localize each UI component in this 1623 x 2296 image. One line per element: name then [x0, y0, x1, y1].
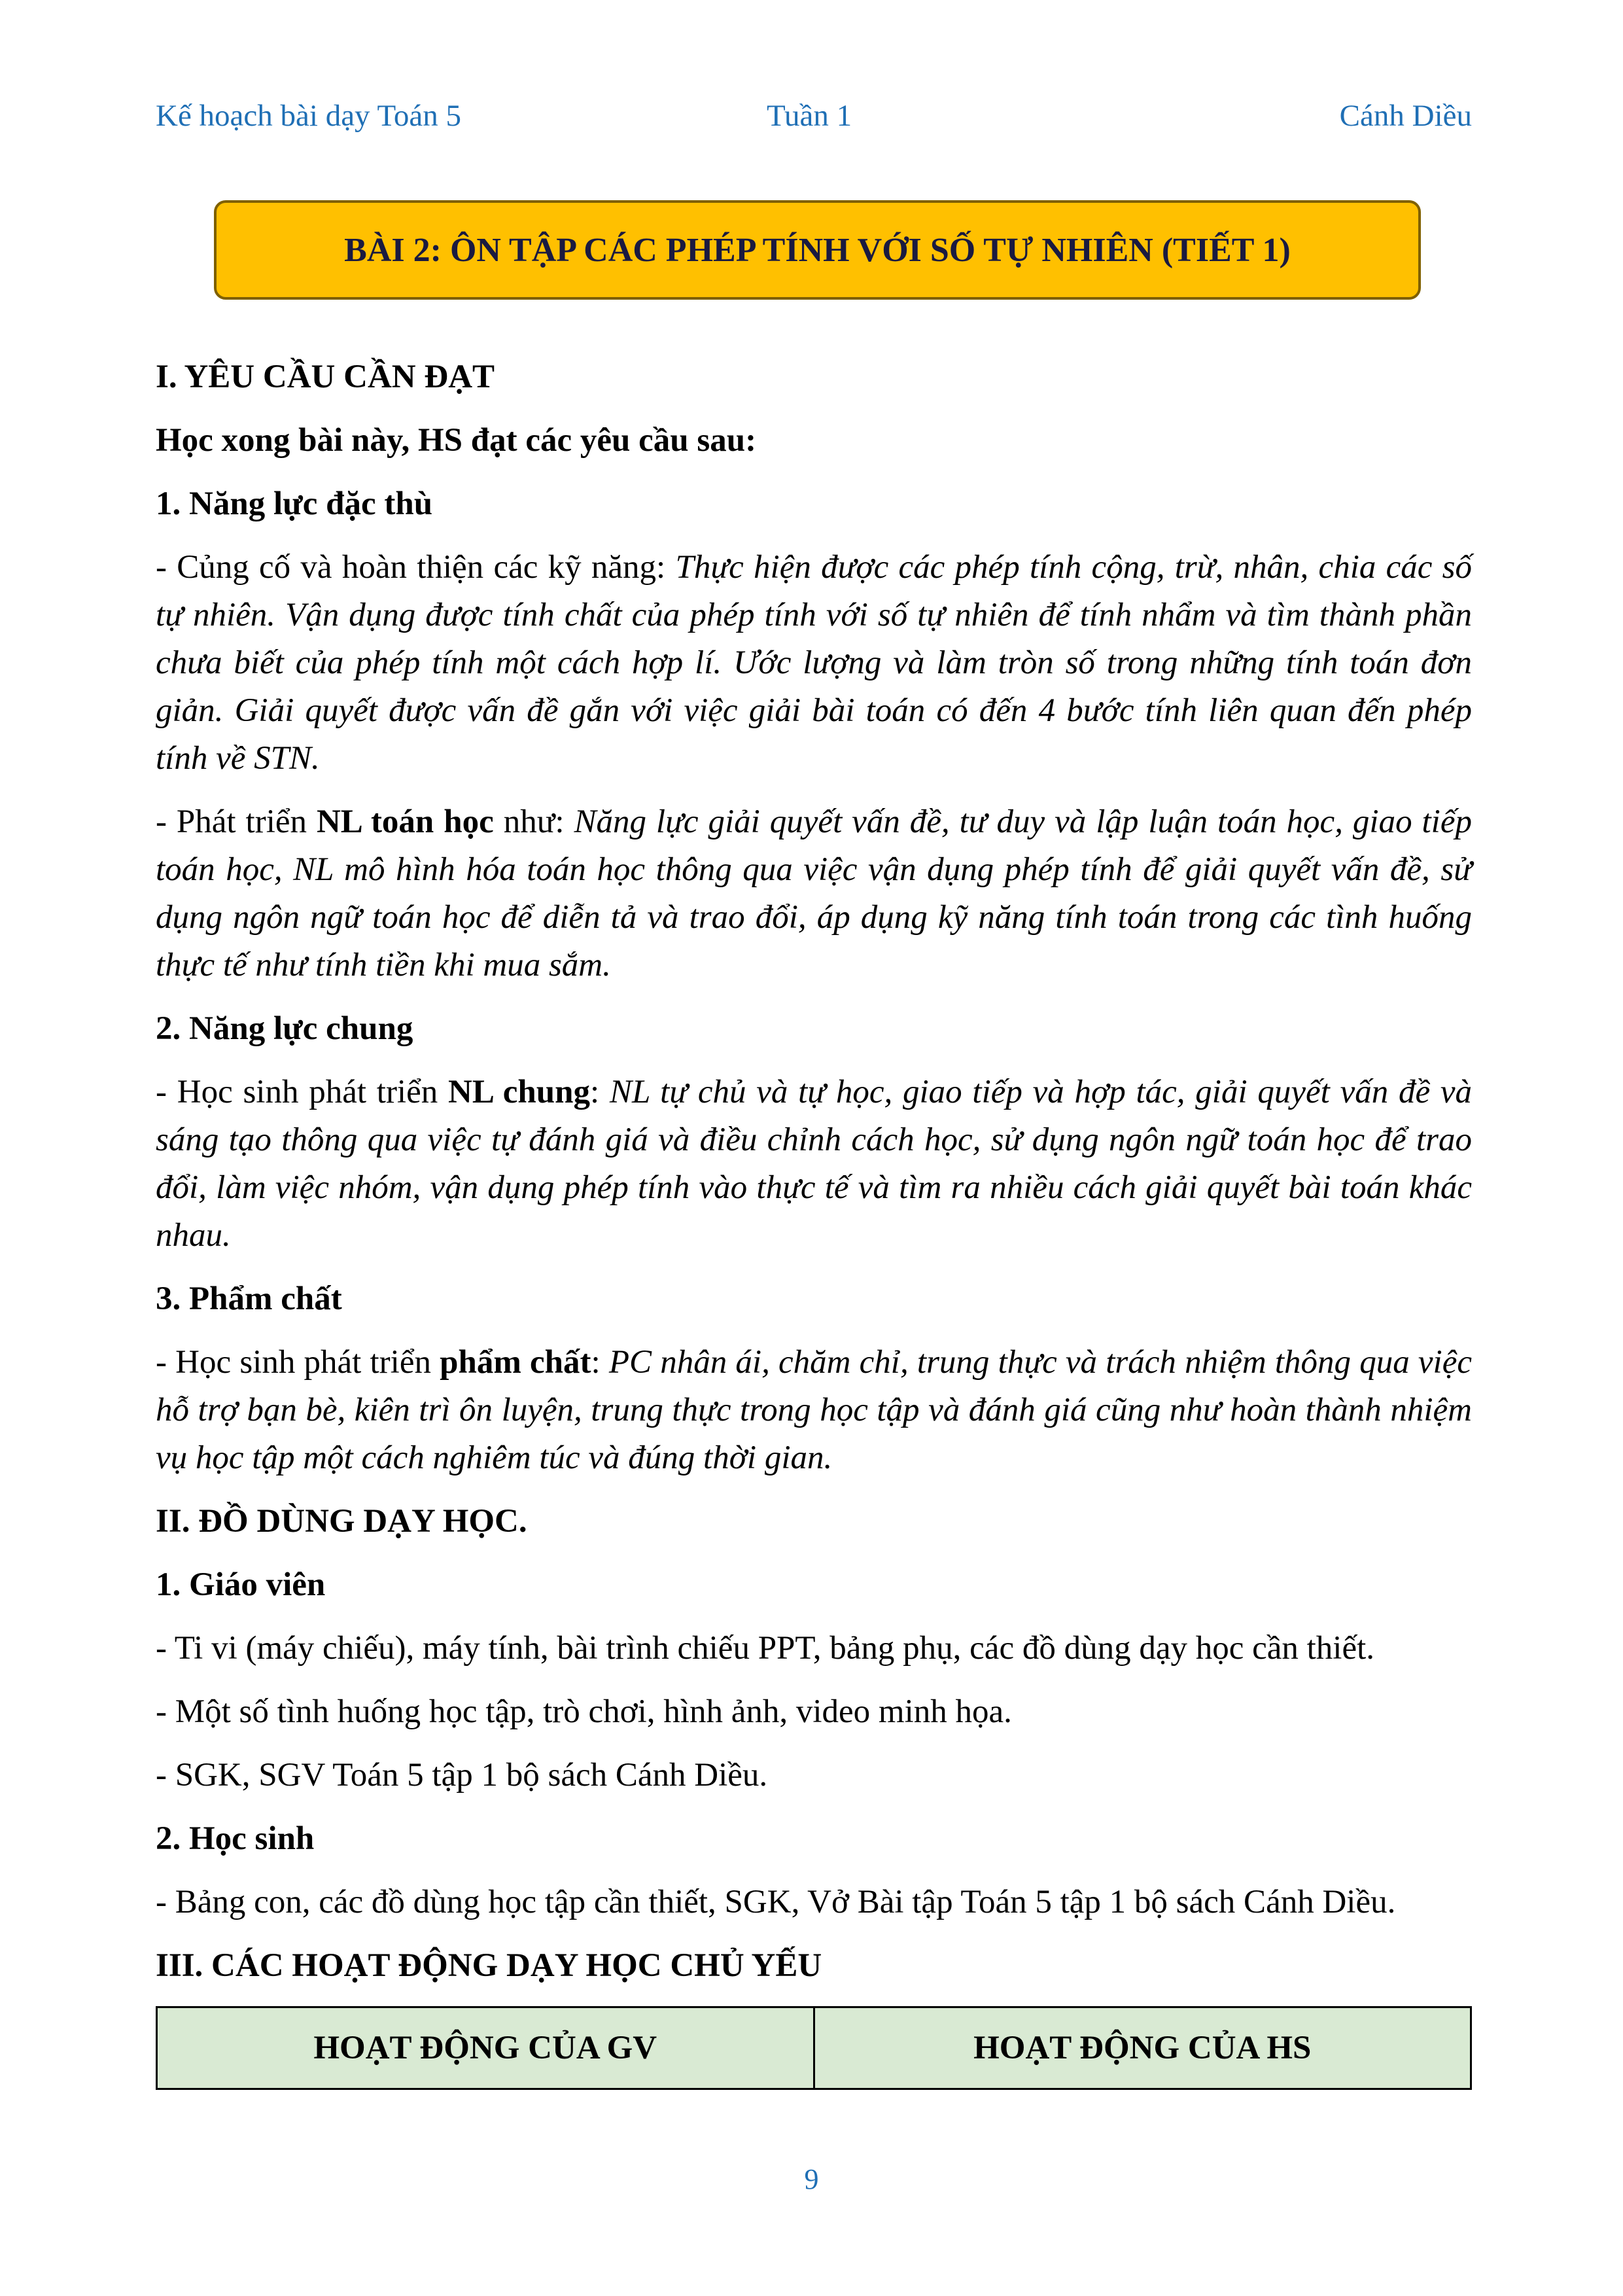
- p1-lead: - Củng cố và hoàn thiện các kỹ năng:: [156, 549, 676, 586]
- p4-bold: phẩm chất: [440, 1344, 591, 1381]
- sub3-heading: 3. Phẩm chất: [156, 1280, 342, 1317]
- lesson-title: BÀI 2: ÔN TẬP CÁC PHÉP TÍNH VỚI SỐ TỰ NHIÊN (TIẾT 1): [344, 231, 1291, 269]
- teacher-heading: 1. Giáo viên: [156, 1566, 326, 1603]
- p3-bold: NL chung: [447, 1074, 590, 1110]
- teacher-item: - Ti vi (máy chiếu), máy tính, bài trình chiếu PPT, bảng phụ, các đồ dùng dạy học cần thiết.: [156, 1630, 1375, 1667]
- p4-lead: - Học sinh phát triển: [156, 1344, 440, 1381]
- section1-heading: I. YÊU CẦU CẦN ĐẠT: [156, 359, 495, 395]
- paragraph-skills: [156, 544, 1472, 783]
- sub1-heading: 1. Năng lực đặc thù: [156, 486, 433, 522]
- section3-heading: III. CÁC HOẠT ĐỘNG DẠY HỌC CHỦ YẾU: [156, 1947, 822, 1984]
- table-header-teacher: HOẠT ĐỘNG CỦA GV: [157, 2007, 814, 2089]
- teacher-item: - Một số tình huống học tập, trò chơi, hình ảnh, video minh họa.: [156, 1693, 1012, 1730]
- activities-table: [156, 2006, 1472, 2090]
- page-header: [0, 98, 1623, 144]
- p2-italic: Năng lực giải quyết vấn đề, tư duy và lập luận toán học, giao tiếp toán học, NL mô hình hóa toán học thông qua việc vận dụng phép tính để giải quyết vấn đề, sử dụng ngôn ngữ toán học để diễn tả và trao đổi, áp dụng kỹ năng tính toán trong các tình huống thực tế như tính tiền khi mua sắm.: [156, 804, 1472, 983]
- header-center: Tuần 1: [767, 99, 852, 133]
- table-header-row: [157, 2007, 1471, 2089]
- section2-heading: II. ĐỒ DÙNG DẠY HỌC.: [156, 1503, 527, 1540]
- teacher-item: - SGK, SGV Toán 5 tập 1 bộ sách Cánh Diều.: [156, 1757, 768, 1793]
- paragraph-qualities: [156, 1339, 1472, 1482]
- p3-italic: NL tự chủ và tự học, giao tiếp và hợp tác, giải quyết vấn đề và sáng tạo thông qua việc tự đánh giá và điều chỉnh cách học, sử dụng ngôn ngữ toán học để trao đổi, làm việc nhóm, vận dụng phép tính vào thực tế và tìm ra nhiều cách giải quyết bài toán khác nhau.: [156, 1074, 1472, 1254]
- p3-lead: - Học sinh phát triển: [156, 1074, 448, 1110]
- p1-italic: Thực hiện được các phép tính cộng, trừ, nhân, chia các số tự nhiên. Vận dụng được tính chất của phép tính với số tự nhiên để tính nhẩm và tìm thành phần chưa biết của phép tính một cách hợp lí. Ước lượng và làm tròn số trong những tính toán đơn giản. Giải quyết được vấn đề gắn với việc giải bài toán có đến 4 bước tính liên quan đến phép tính về STN.: [156, 549, 1472, 777]
- lesson-title-box: [214, 200, 1421, 300]
- student-item: - Bảng con, các đồ dùng học tập cần thiết, SGK, Vở Bài tập Toán 5 tập 1 bộ sách Cánh Diều.: [156, 1884, 1396, 1920]
- p3-mid: :: [590, 1074, 610, 1110]
- section1-intro: Học xong bài này, HS đạt các yêu cầu sau:: [156, 422, 757, 459]
- document-body: [156, 353, 1472, 2005]
- table-header-student: HOẠT ĐỘNG CỦA HS: [814, 2007, 1471, 2089]
- paragraph-general-competency: [156, 1069, 1472, 1260]
- p2-mid: như:: [493, 804, 574, 840]
- p2-lead: - Phát triển: [156, 804, 317, 840]
- header-left: Kế hoạch bài dạy Toán 5: [156, 99, 461, 133]
- header-right: Cánh Diều: [1339, 99, 1472, 133]
- p4-italic: PC nhân ái, chăm chỉ, trung thực và trách nhiệm thông qua việc hỗ trợ bạn bè, kiên trì ôn luyện, trung thực trong học tập và đánh giá cũng như hoàn thành nhiệm vụ học tập một cách nghiêm túc và đúng thời gian.: [156, 1344, 1472, 1476]
- sub2-heading: 2. Năng lực chung: [156, 1010, 413, 1047]
- student-heading: 2. Học sinh: [156, 1820, 315, 1857]
- paragraph-math-competency: [156, 798, 1472, 989]
- page-number: 9: [804, 2163, 819, 2195]
- p2-bold: NL toán học: [316, 804, 494, 840]
- p4-mid: :: [591, 1344, 609, 1381]
